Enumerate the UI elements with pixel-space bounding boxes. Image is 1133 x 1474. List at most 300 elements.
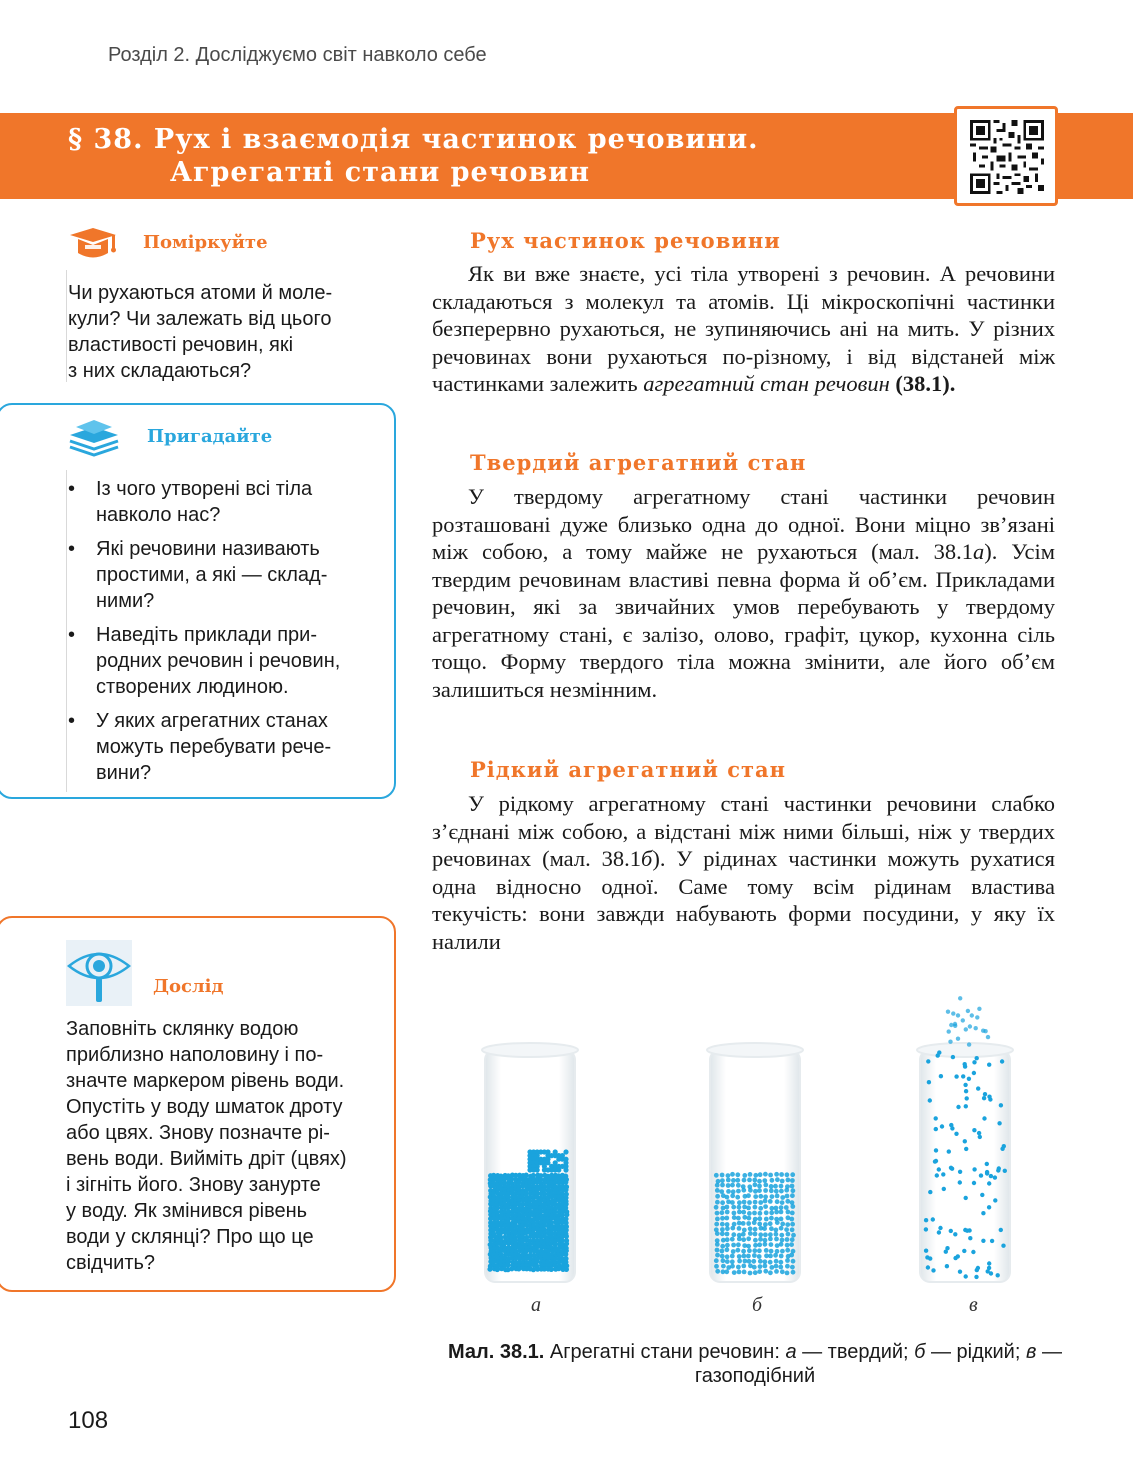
particle <box>714 1205 719 1210</box>
text-run: б <box>641 846 653 871</box>
particle <box>747 1248 752 1253</box>
books-icon <box>68 417 120 457</box>
text-run: (38.1). <box>895 371 956 396</box>
particle <box>924 1249 928 1253</box>
particle <box>790 1193 795 1198</box>
particle <box>731 1232 736 1237</box>
particle <box>953 1232 957 1236</box>
particle <box>996 1273 1000 1277</box>
particle <box>949 1123 953 1127</box>
particle <box>725 1232 730 1237</box>
particle <box>741 1237 746 1242</box>
particle <box>790 1265 795 1270</box>
particle <box>725 1237 730 1242</box>
particle <box>742 1173 747 1178</box>
particle <box>747 1200 752 1205</box>
experiment-line: у воду. Як змінився рівень <box>66 1200 308 1222</box>
particle <box>758 1232 763 1237</box>
particle <box>780 1195 785 1200</box>
particle <box>972 1167 976 1171</box>
particle <box>725 1259 730 1264</box>
particle <box>743 1259 748 1264</box>
particle <box>715 1188 720 1193</box>
particle <box>721 1258 726 1263</box>
particle <box>790 1237 795 1242</box>
particle <box>958 1270 962 1274</box>
particle <box>747 1211 752 1216</box>
particle <box>987 1063 991 1067</box>
experiment-line: води у склянці? Про що це <box>66 1226 314 1248</box>
particle <box>769 1249 774 1254</box>
particle <box>768 1254 773 1259</box>
particle <box>747 1178 752 1183</box>
particle <box>741 1264 746 1269</box>
particle <box>780 1222 785 1227</box>
particle <box>790 1184 795 1189</box>
particle <box>763 1188 768 1193</box>
particle <box>742 1215 747 1220</box>
particle <box>758 1211 763 1216</box>
particle <box>1001 1244 1005 1248</box>
particle <box>967 1077 971 1081</box>
particle <box>737 1226 742 1231</box>
particle <box>730 1259 735 1264</box>
particle <box>720 1249 725 1254</box>
section-heading-motion: Рух частинок речовини <box>470 228 781 253</box>
particle <box>735 1172 740 1177</box>
particle <box>748 1231 753 1236</box>
particle <box>779 1172 784 1177</box>
particle <box>985 1162 989 1166</box>
particle <box>719 1189 724 1194</box>
particle <box>934 1159 938 1163</box>
particle <box>953 1022 957 1026</box>
particle <box>720 1173 725 1178</box>
particle <box>753 1182 758 1187</box>
particle <box>926 1059 930 1063</box>
particle <box>987 1181 991 1185</box>
particle <box>763 1183 768 1188</box>
particle <box>757 1179 762 1184</box>
particle <box>726 1189 731 1194</box>
recall-item-line: створених людиною. <box>96 676 289 698</box>
particle <box>714 1173 719 1178</box>
particle <box>784 1227 789 1232</box>
particle <box>956 1013 960 1017</box>
particle <box>947 1149 951 1153</box>
particle <box>993 1175 997 1179</box>
particle <box>768 1173 773 1178</box>
particle <box>956 1037 960 1041</box>
particle <box>774 1172 779 1177</box>
particle <box>975 1056 979 1060</box>
particle <box>956 1105 960 1109</box>
particle <box>949 1166 953 1170</box>
particle <box>741 1188 746 1193</box>
particle <box>725 1247 730 1252</box>
page-number: 108 <box>68 1407 109 1434</box>
particle <box>774 1210 779 1215</box>
particle <box>789 1253 794 1258</box>
text-run: — газоподібний <box>694 1341 1062 1387</box>
particle <box>779 1254 784 1259</box>
recall-item-line: • Наведіть приклади при- <box>96 624 317 646</box>
particle <box>790 1211 795 1216</box>
particle <box>966 1009 970 1013</box>
particle <box>746 1206 751 1211</box>
particle <box>780 1238 785 1243</box>
recall-item <box>66 622 386 700</box>
particle <box>730 1172 735 1177</box>
particle <box>977 1131 981 1135</box>
particle <box>990 1239 994 1243</box>
recall-item-line: родних речовин і речовин, <box>96 650 341 672</box>
particle <box>720 1183 725 1188</box>
particle <box>736 1248 741 1253</box>
paragraph-motion <box>432 260 1055 398</box>
think-line: властивості речовин, які <box>68 334 294 356</box>
think-line: кули? Чи залежать від цього <box>68 308 332 330</box>
particle <box>1000 1059 1004 1063</box>
particle <box>963 1062 967 1066</box>
particle <box>981 1029 985 1033</box>
particle <box>963 1083 967 1087</box>
particle <box>741 1249 746 1254</box>
particle <box>556 1266 561 1271</box>
particle <box>757 1248 762 1253</box>
particle <box>786 1232 791 1237</box>
particle <box>958 1180 962 1184</box>
particle <box>735 1178 740 1183</box>
particle <box>790 1227 795 1232</box>
particle <box>980 1193 984 1197</box>
particle <box>951 1055 955 1059</box>
particle <box>753 1205 758 1210</box>
particle <box>731 1243 736 1248</box>
particle <box>972 1128 976 1132</box>
particle <box>937 1167 941 1171</box>
test-tube-liquid <box>707 1043 803 1282</box>
particle <box>769 1216 774 1221</box>
particle <box>785 1237 790 1242</box>
particle <box>938 1226 942 1230</box>
particle <box>774 1264 779 1269</box>
particle <box>564 1267 569 1272</box>
text-run: — рідкий; <box>925 1341 1026 1363</box>
particle <box>779 1242 784 1247</box>
particle <box>730 1264 735 1269</box>
particle <box>951 1011 955 1015</box>
particle <box>721 1264 726 1269</box>
experiment-line: або цвях. Знову позначте рі- <box>66 1122 330 1144</box>
recall-heading: Пригадайте <box>147 426 273 447</box>
particle <box>736 1183 741 1188</box>
particle <box>934 1127 938 1131</box>
particle <box>996 1168 1000 1172</box>
experiment-text <box>66 1016 347 1276</box>
particle <box>730 1254 735 1259</box>
particle <box>764 1248 769 1253</box>
particle <box>949 1023 953 1027</box>
section-title-line-1: § 38. Рух і взаємодія частинок речовини. <box>68 124 759 155</box>
particle <box>791 1270 796 1275</box>
particle <box>742 1254 747 1259</box>
particle <box>556 1167 561 1172</box>
particle <box>742 1205 747 1210</box>
particle <box>495 1267 500 1272</box>
text-run: а <box>973 539 985 564</box>
particle <box>725 1210 730 1215</box>
particle <box>726 1178 731 1183</box>
particle <box>763 1199 768 1204</box>
figure-caption <box>430 1340 1080 1388</box>
particle <box>786 1178 791 1183</box>
particle <box>730 1226 735 1231</box>
particle <box>715 1231 720 1236</box>
particle <box>714 1222 719 1227</box>
text-run: — твердий; <box>796 1341 915 1363</box>
particle <box>982 1096 986 1100</box>
particle <box>763 1194 768 1199</box>
particle <box>963 1139 967 1143</box>
particle <box>758 1264 763 1269</box>
particle <box>789 1242 794 1247</box>
particle <box>791 1233 796 1238</box>
particle <box>773 1253 778 1258</box>
particle <box>748 1172 753 1177</box>
particle <box>964 1089 968 1093</box>
particle <box>987 1205 991 1209</box>
particle <box>785 1248 790 1253</box>
particle <box>763 1204 768 1209</box>
particle <box>757 1216 762 1221</box>
particle <box>505 1262 510 1267</box>
particle <box>924 1218 928 1222</box>
particle <box>563 1180 568 1185</box>
particle <box>753 1194 758 1199</box>
particle <box>780 1249 785 1254</box>
particle <box>958 1170 962 1174</box>
particle <box>736 1189 741 1194</box>
particle <box>720 1178 725 1183</box>
figure-label-b: б <box>752 1294 763 1316</box>
particle <box>974 1275 978 1279</box>
particle <box>715 1183 720 1188</box>
particle <box>780 1269 785 1274</box>
recall-item-line: • У яких агрегатних станах <box>96 710 328 732</box>
particle <box>732 1270 737 1275</box>
particle <box>758 1200 763 1205</box>
particle <box>753 1232 758 1237</box>
experiment-line: Заповніть склянку водою <box>66 1018 299 1040</box>
particle <box>928 1190 932 1194</box>
particle <box>746 1193 751 1198</box>
particle <box>763 1259 768 1264</box>
particle <box>975 1015 979 1019</box>
paragraph-liquid <box>432 790 1055 955</box>
particle <box>786 1210 791 1215</box>
particle <box>774 1228 779 1233</box>
particle <box>763 1232 768 1237</box>
particle <box>737 1210 742 1215</box>
particle <box>784 1188 789 1193</box>
particle <box>946 1010 950 1014</box>
experiment-line: свідчить? <box>66 1252 156 1274</box>
particle <box>965 1096 969 1100</box>
particle <box>746 1244 751 1249</box>
particle <box>785 1222 790 1227</box>
particle <box>715 1253 720 1258</box>
particle <box>964 1104 968 1108</box>
particle <box>757 1242 762 1247</box>
particle <box>768 1232 773 1237</box>
particle <box>954 1074 958 1078</box>
particle <box>748 1226 753 1231</box>
particle <box>720 1254 725 1259</box>
recall-list <box>66 476 386 794</box>
particle <box>763 1222 768 1227</box>
particle <box>757 1188 762 1193</box>
particle <box>1002 1144 1006 1148</box>
particle <box>725 1222 730 1227</box>
particle <box>779 1184 784 1189</box>
section-title-line-2: Агрегатні стани речовин <box>170 157 591 188</box>
particle <box>715 1194 720 1199</box>
section-heading-solid: Твердий агрегатний стан <box>470 450 807 475</box>
experiment-line: Опустіть у воду шматок дроту <box>66 1096 343 1118</box>
particle <box>775 1177 780 1182</box>
particle <box>976 1266 980 1270</box>
particle <box>752 1248 757 1253</box>
particle <box>746 1236 751 1241</box>
particle <box>736 1265 741 1270</box>
particle <box>720 1200 725 1205</box>
particle <box>715 1248 720 1253</box>
think-heading: Поміркуйте <box>143 232 268 253</box>
particle <box>724 1216 729 1221</box>
particle <box>940 1124 944 1128</box>
particle <box>757 1184 762 1189</box>
recall-item-line: вини? <box>96 762 152 784</box>
particle <box>742 1178 747 1183</box>
particle <box>731 1249 736 1254</box>
particle <box>986 1035 990 1039</box>
experiment-line: значте маркером рівень води. <box>66 1070 345 1092</box>
particle <box>758 1194 763 1199</box>
particle <box>942 1187 946 1191</box>
particle <box>736 1216 741 1221</box>
particle <box>779 1260 784 1265</box>
text-run: а <box>785 1341 797 1363</box>
particle <box>967 1042 971 1046</box>
particle <box>935 1173 939 1177</box>
particle <box>753 1173 758 1178</box>
experiment-line: вень води. Вийміть дріт (цвях) <box>66 1148 347 1170</box>
particle <box>953 1256 957 1260</box>
particle <box>741 1221 746 1226</box>
particle <box>779 1189 784 1194</box>
particle <box>768 1199 773 1204</box>
particle <box>769 1184 774 1189</box>
particle <box>927 1080 931 1084</box>
particle <box>790 1178 795 1183</box>
particle <box>720 1244 725 1249</box>
particle <box>778 1265 783 1270</box>
particle <box>780 1200 785 1205</box>
particle <box>987 1095 991 1099</box>
particle <box>737 1270 742 1275</box>
particle <box>784 1205 789 1210</box>
particle <box>979 1173 983 1177</box>
qr-code-icon[interactable] <box>954 106 1058 206</box>
recall-item-line: можуть перебувати рече- <box>96 736 332 758</box>
particle <box>972 1060 976 1064</box>
recall-item-line: ними? <box>96 590 155 612</box>
particle <box>768 1221 773 1226</box>
particle <box>774 1269 779 1274</box>
section-heading-liquid: Рідкий агрегатний стан <box>470 757 787 782</box>
particle <box>726 1173 731 1178</box>
particle <box>748 1271 753 1276</box>
particle <box>725 1205 730 1210</box>
particle <box>747 1216 752 1221</box>
particle <box>752 1220 757 1225</box>
text-run: Як ви вже знаєте, усі тіла утворені з речовин. А речовини складаються з молекул та атомів. Ці мікроскопічні частинки безперервно рухаються, не зупиняючись ані на мить. У різних речовинах вони рухаються по-різному, і від відстаней між частинками залежить <box>432 261 1055 396</box>
particle <box>939 1074 943 1078</box>
particle <box>968 1236 972 1240</box>
states-of-matter-figure <box>470 990 1050 1320</box>
particle <box>774 1232 779 1237</box>
particle <box>757 1222 762 1227</box>
particle <box>790 1204 795 1209</box>
particle <box>487 1267 492 1272</box>
particle <box>972 1181 976 1185</box>
particle <box>785 1199 790 1204</box>
test-tube-solid <box>482 1043 578 1282</box>
particle <box>757 1269 762 1274</box>
particle <box>945 1264 949 1268</box>
particle <box>737 1259 742 1264</box>
particle <box>968 1024 972 1028</box>
recall-item-line: навколо нас? <box>96 504 221 526</box>
particle <box>763 1264 768 1269</box>
particle <box>1003 1169 1007 1173</box>
particle <box>769 1226 774 1231</box>
particle <box>982 1116 986 1120</box>
particle <box>770 1178 775 1183</box>
particle <box>785 1258 790 1263</box>
particle <box>564 1212 569 1217</box>
particle <box>931 1217 935 1221</box>
particle <box>751 1259 756 1264</box>
particle <box>720 1227 725 1232</box>
particle <box>753 1189 758 1194</box>
particle <box>999 1103 1003 1107</box>
particle <box>785 1271 790 1276</box>
particle <box>769 1265 774 1270</box>
particle <box>964 1147 968 1151</box>
particle <box>977 1007 981 1011</box>
particle <box>774 1206 779 1211</box>
particle <box>962 1249 966 1253</box>
particle <box>949 1229 953 1233</box>
recall-item-line: • Які речовини називають <box>96 538 320 560</box>
particle <box>779 1205 784 1210</box>
particle <box>924 1227 928 1231</box>
particle <box>730 1200 735 1205</box>
recall-item-line: простими, а які — склад- <box>96 564 328 586</box>
particle <box>748 1188 753 1193</box>
